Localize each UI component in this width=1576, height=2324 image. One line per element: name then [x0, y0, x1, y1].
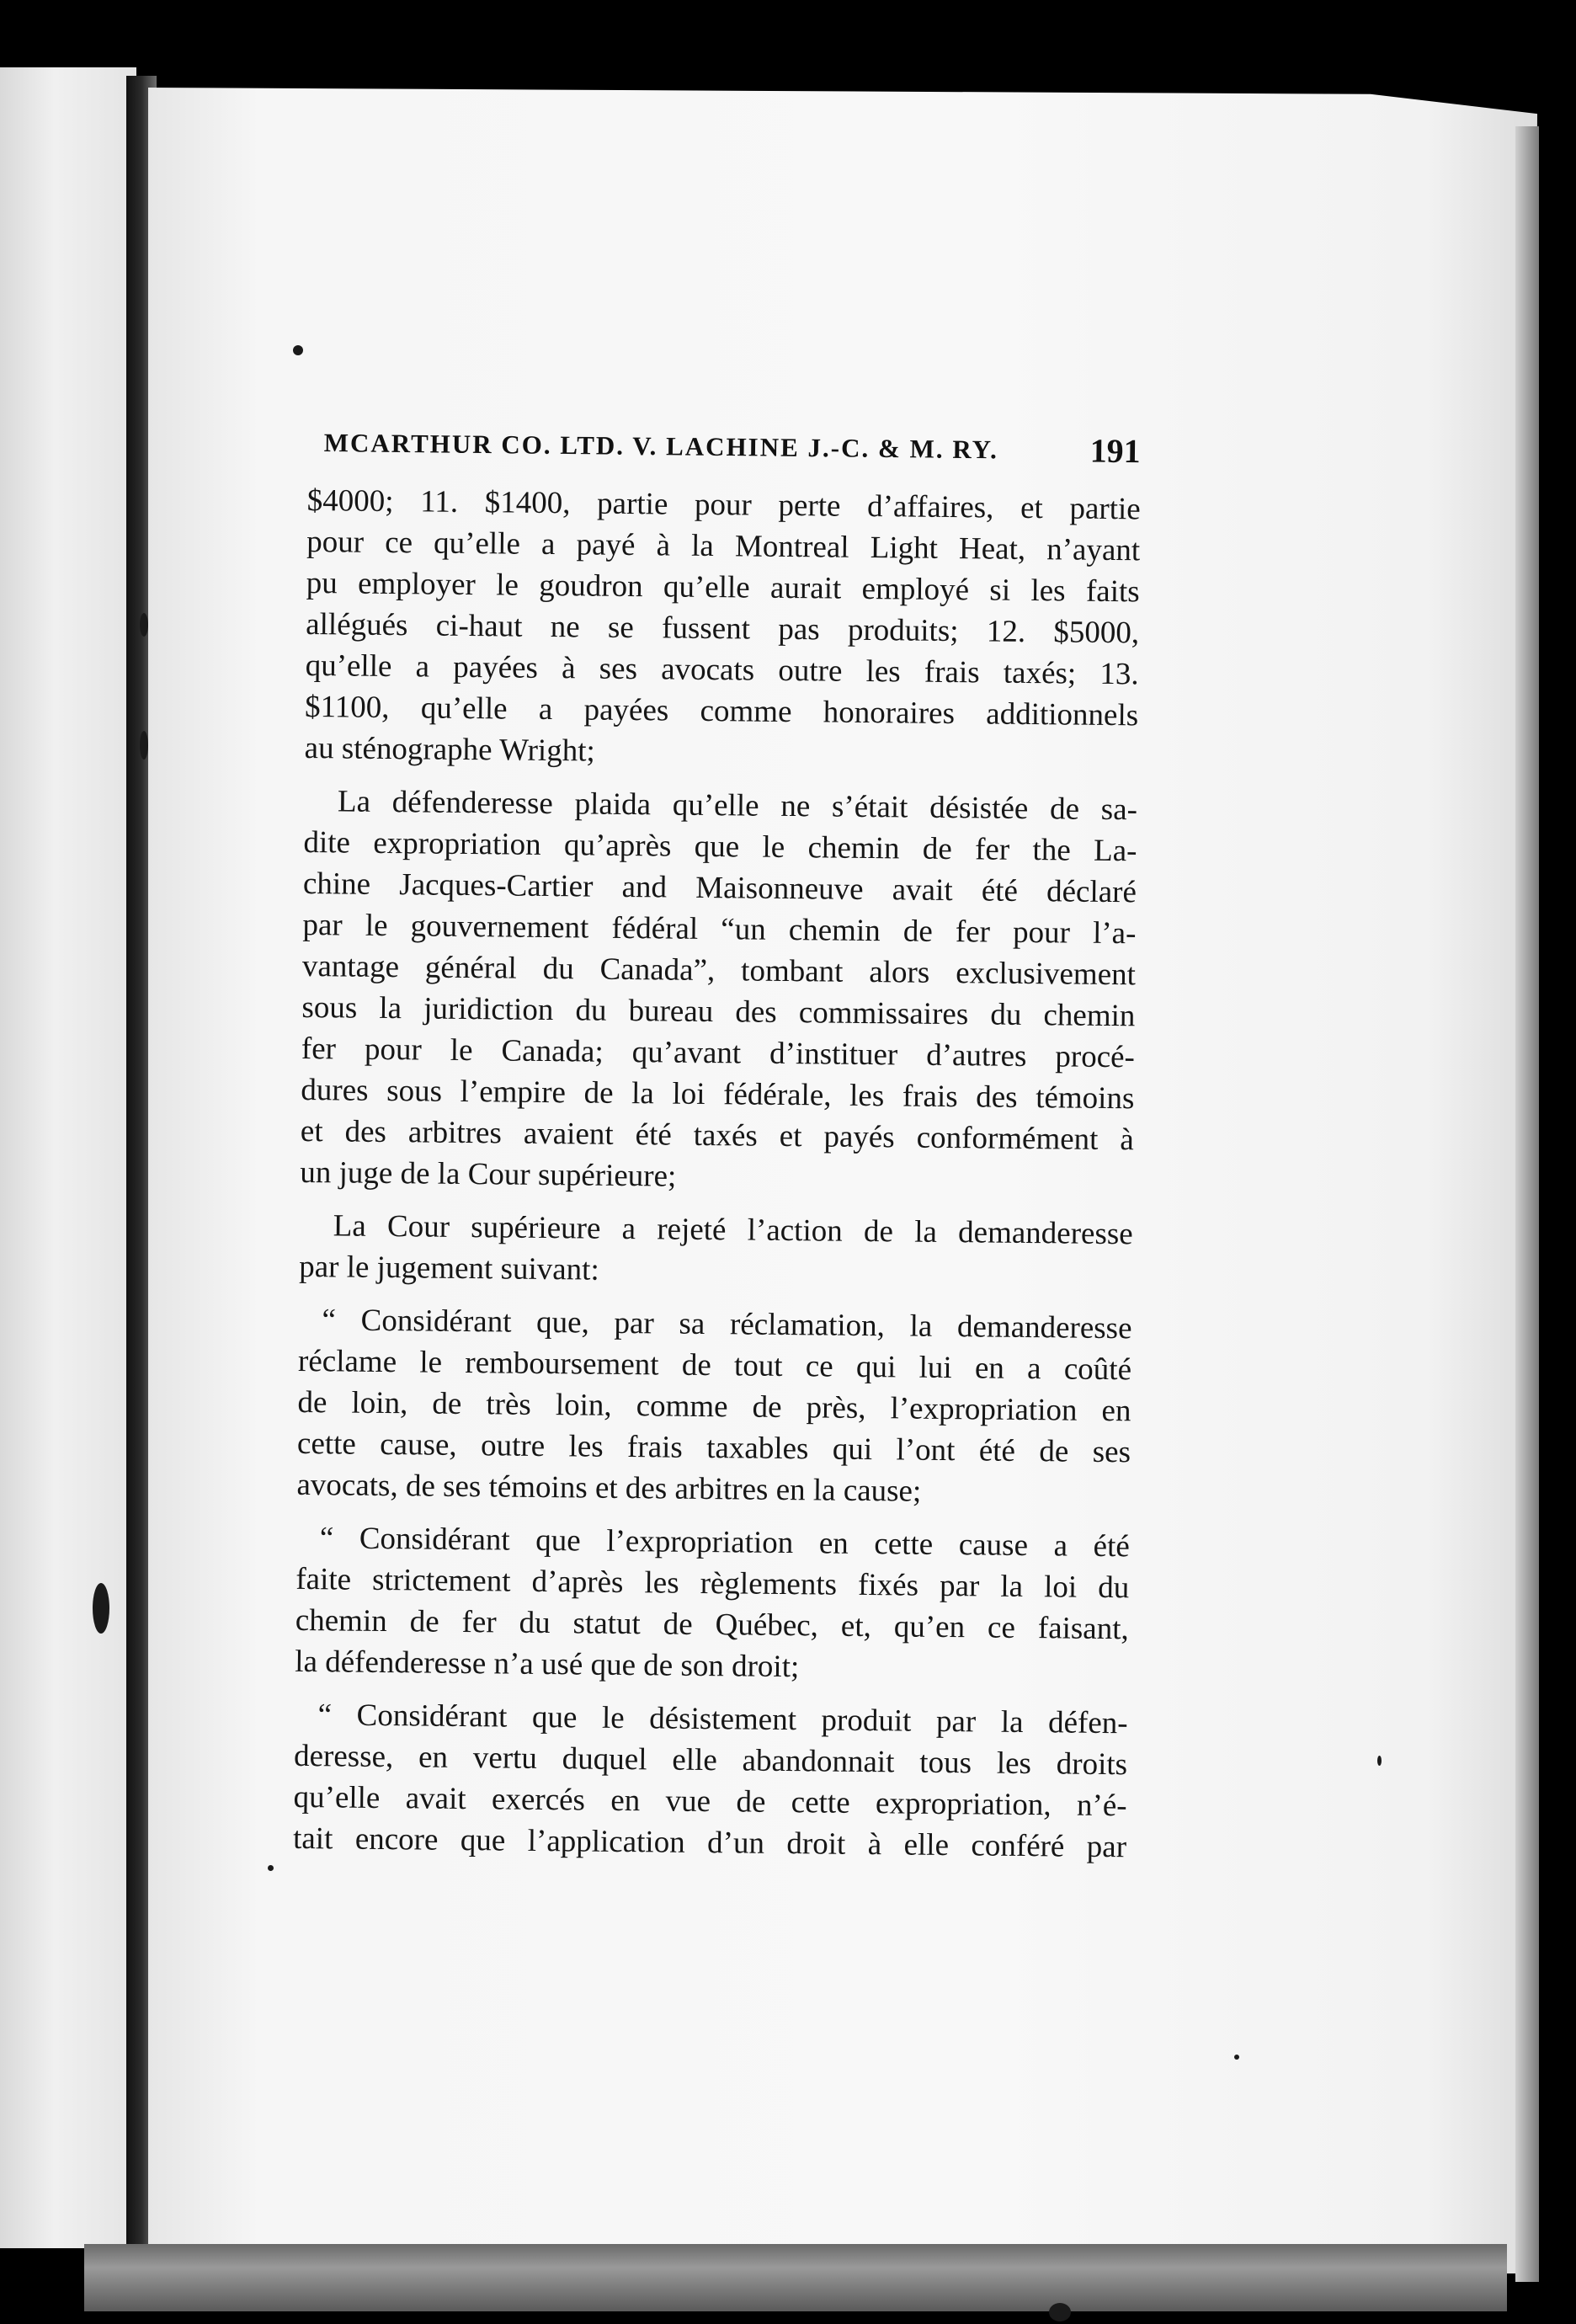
- text-line: avocats, de ses témoins et des arbitres en la cause;: [296, 1467, 922, 1509]
- ink-speck: [140, 613, 148, 637]
- text-line: un juge de la Cour supérieure;: [300, 1154, 677, 1194]
- ink-speck: [268, 1865, 274, 1871]
- ink-speck: [140, 731, 148, 760]
- text-line: tait encore que l’application d’un droit à elle conféré par: [292, 1820, 1127, 1865]
- text-line: par le jugement suivant:: [298, 1249, 599, 1287]
- paragraph: [299, 1205, 1133, 1296]
- text-line: de loin, de très loin, comme de près, l’expropriation en: [297, 1384, 1131, 1429]
- paragraph: [300, 781, 1137, 1202]
- text-line: qu’elle a payées à ses avocats outre les frais taxés; 13.: [305, 648, 1139, 692]
- ink-speck: [93, 1583, 109, 1634]
- text-line: sous la juridiction du bureau des commissaires du chemin: [301, 989, 1136, 1034]
- ink-speck: [293, 345, 303, 355]
- running-title: MCARTHUR CO. LTD. V. LACHINE J.-C. & M. RY.: [323, 427, 999, 465]
- ink-speck: [1234, 2055, 1239, 2060]
- quoted-paragraph: [295, 1517, 1130, 1691]
- text-line: chine Jacques-Cartier and Maisonneuve avait été déclaré: [302, 866, 1137, 910]
- text-line: pour ce qu’elle a payé à la Montreal Light Heat, n’ayant: [306, 524, 1141, 568]
- quoted-paragraph: [293, 1694, 1128, 1868]
- text-line: La Cour supérieure a rejeté l’action de la demanderesse: [333, 1208, 1133, 1252]
- text-line: cette cause, outre les frais taxables qui l’ont été de ses: [296, 1426, 1131, 1470]
- text-line: chemin de fer du statut de Québec, et, qu’en ce faisant,: [295, 1602, 1129, 1647]
- text-line: La défenderesse plaida qu’elle ne s’était désistée de sa-: [337, 784, 1138, 828]
- text-line: deresse, en vertu duquel elle abandonnait tous les droits: [293, 1738, 1128, 1783]
- text-line: réclame le remboursement de tout ce qui lui en a coûté: [297, 1343, 1132, 1388]
- text-line: “ Considérant que l’expropriation en cette cause a été: [319, 1521, 1131, 1564]
- text-line: faite strictement d’après les règlements fixés par la loi du: [296, 1561, 1130, 1606]
- page-right-edge: [1515, 126, 1539, 2282]
- page-bottom-edge: [84, 2244, 1507, 2311]
- text-line: $1100, qu’elle a payées comme honoraires additionnels: [304, 689, 1139, 733]
- text-line: vantage général du Canada”, tombant alors exclusivement: [301, 948, 1137, 993]
- text-line: par le gouvernement fédéral “un chemin de fer pour l’a-: [302, 907, 1137, 951]
- text-line: et des arbitres avaient été taxés et payés conformément à: [300, 1113, 1135, 1158]
- text-line: fer pour le Canada; qu’avant d’instituer d’autres procé-: [301, 1031, 1136, 1075]
- page-number: 191: [1089, 431, 1141, 471]
- ink-speck: [1049, 2303, 1071, 2321]
- text-line: au sténographe Wright;: [304, 730, 595, 769]
- text-line: pu employer le goudron qu’elle aurait employé si les faits: [306, 565, 1140, 610]
- running-header: [323, 423, 1140, 475]
- text-line: “ Considérant que, par sa réclamation, la demanderesse: [322, 1303, 1132, 1346]
- text-line: allégués ci-haut ne se fussent pas produits; 12. $5000,: [305, 606, 1140, 651]
- text-line: dures sous l’empire de la loi fédérale, les frais des témoins: [301, 1072, 1135, 1117]
- text-line: dite expropriation qu’après que le chemin de fer the La-: [303, 824, 1137, 869]
- text-line: $4000; 11. $1400, partie pour perte d’affaires, et partie: [306, 482, 1141, 527]
- text-line: la défenderesse n’a usé que de son droit;: [295, 1644, 800, 1685]
- ink-speck: [1377, 1756, 1382, 1766]
- text-line: qu’elle avait exercés en vue de cette expropriation, n’é-: [293, 1779, 1127, 1824]
- text-line: “ Considérant que le désistement produit par la défen-: [317, 1698, 1128, 1741]
- quoted-paragraph: [296, 1299, 1132, 1514]
- paragraph: [304, 480, 1141, 777]
- facing-page-edge: [0, 67, 136, 2248]
- page-body: [293, 480, 1141, 1868]
